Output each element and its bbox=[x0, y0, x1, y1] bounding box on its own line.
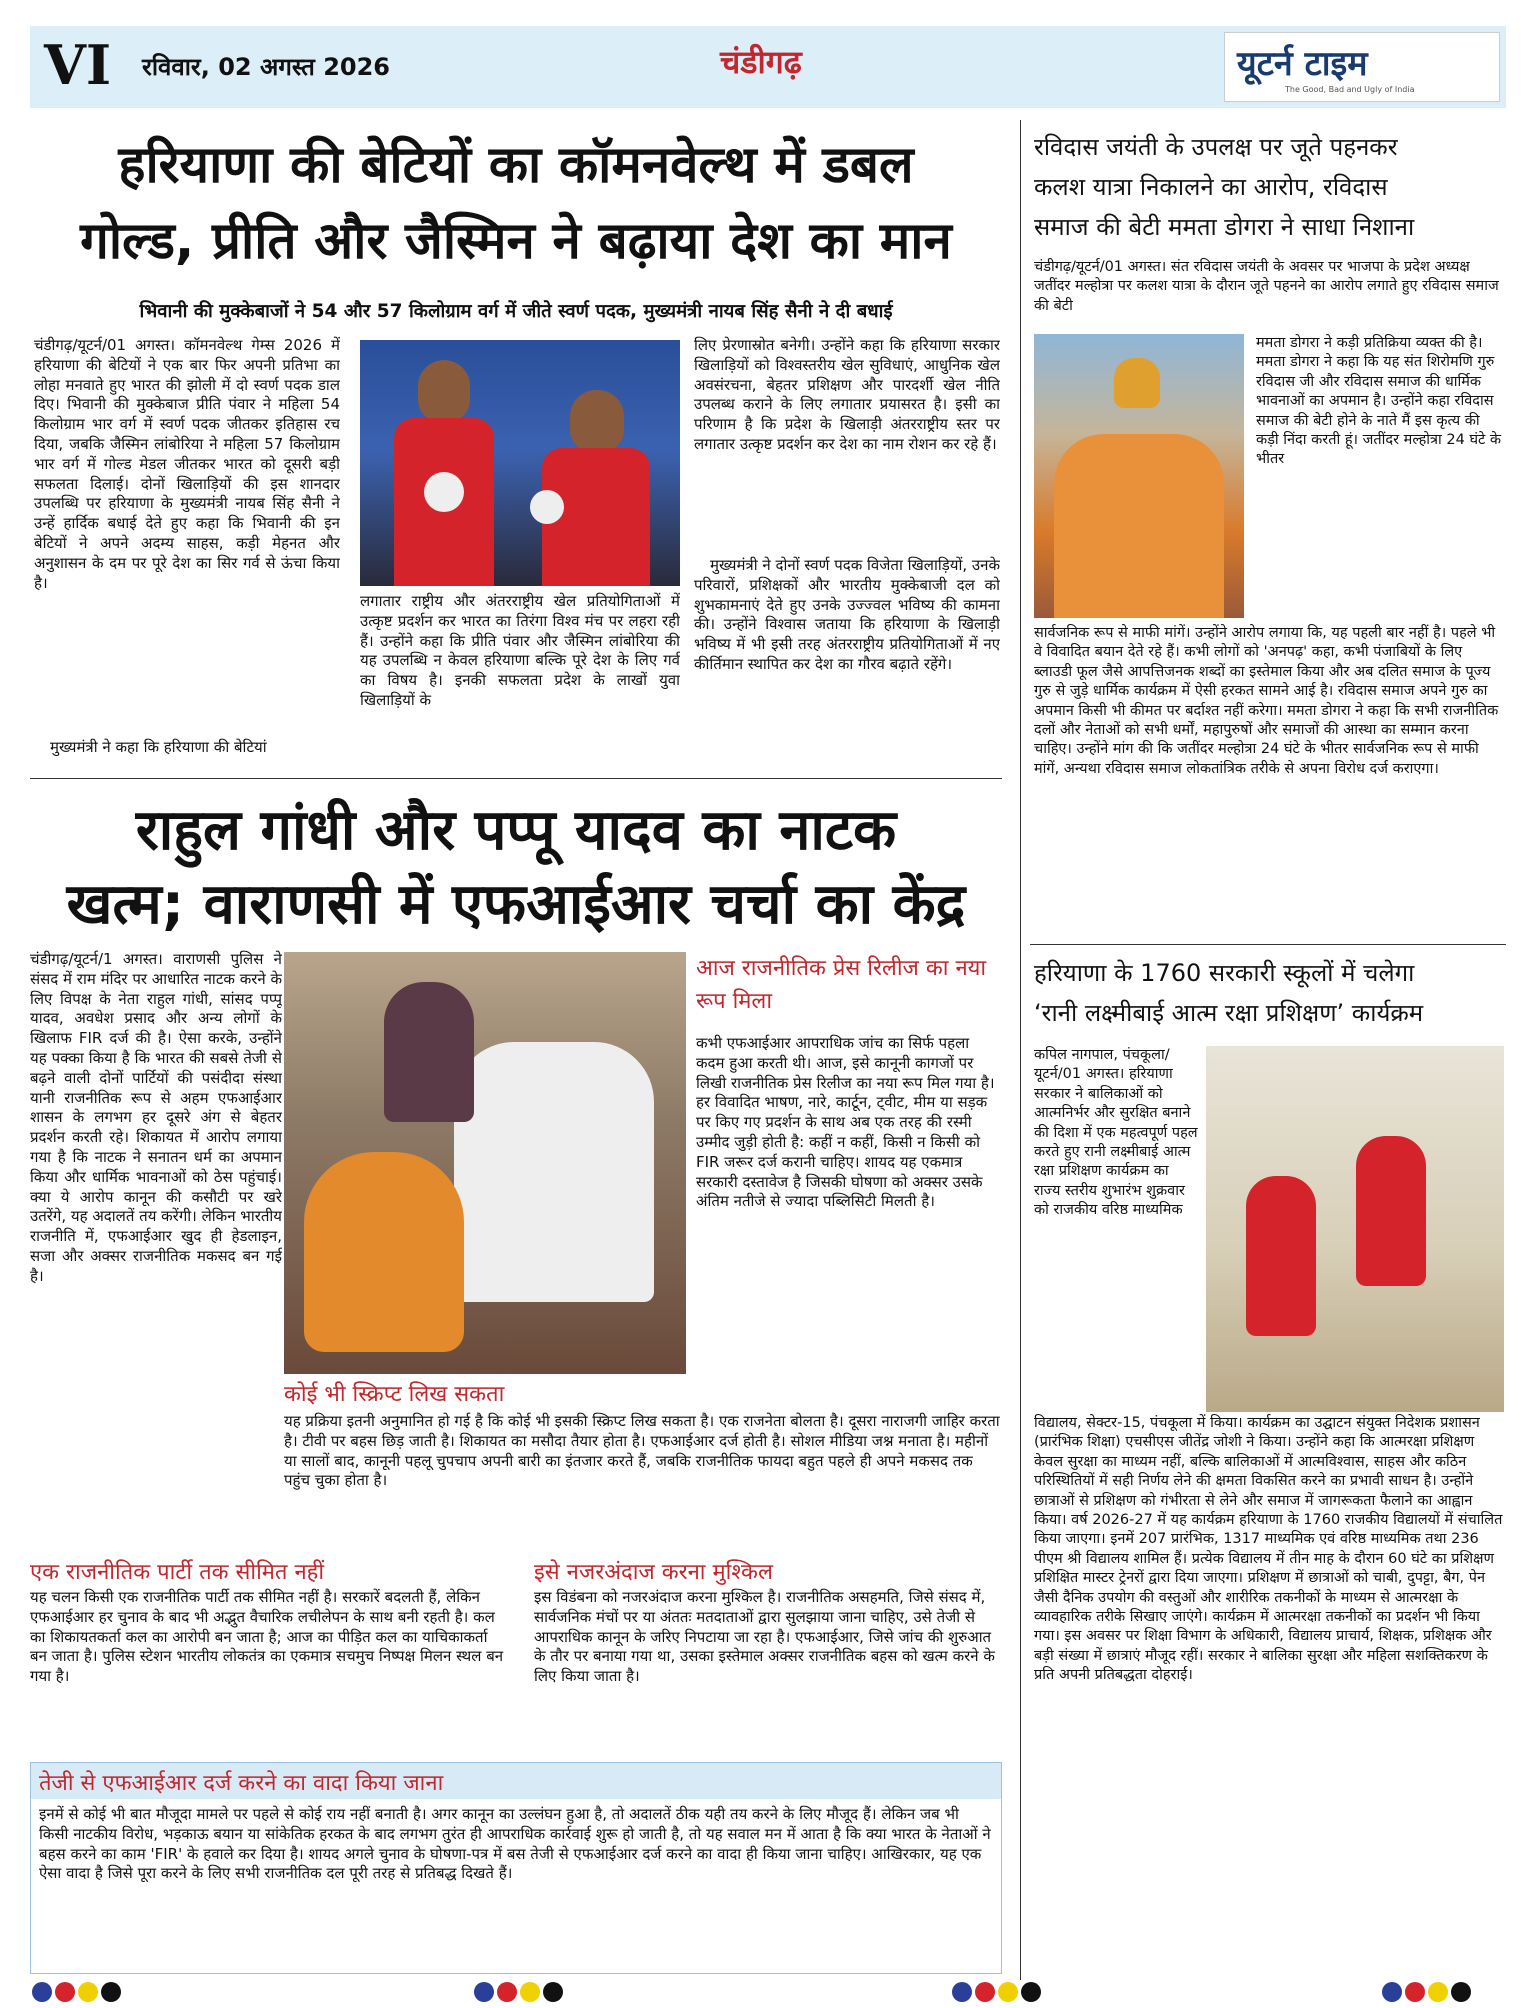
story2-sub3-text: यह चलन किसी एक राजनीतिक पार्टी तक सीमित नहीं है। सरकारें बदलती हैं, लेकिन एफआईआर हर चुनाव के बाद भी अद्भुत वैचारिक लचीलेपन के साथ बनी रहती है। कल का शिकायतकर्ता कल का आरोपी बन जाता है; आज का पीड़ित कल का याचिकाकर्ता बन जाता है। पुलिस स्टेशन भारतीय लोकतंत्र का एकमात्र सचमुच निष्पक्ष मिलन स्थल बन गया है। bbox=[30, 1588, 504, 1686]
self-defence-training-photo bbox=[1206, 1046, 1504, 1412]
story2-subhead1: आज राजनीतिक प्रेस रिलीज का नया रूप मिला bbox=[696, 956, 987, 1014]
story2-box-text: इनमें से कोई भी बात मौजूदा मामले पर पहले से कोई राय नहीं बनाती है। अगर कानून का उल्लंघन हुआ है, तो अदालतें ठीक यही तय करने के लिए मौजूद हैं। लेकिन जब भी किसी नाटकीय विरोध, भड़काऊ बयान या सांकेतिक हरकत के बाद लगभग तुरंत ही आपराधिक कार्रवाई शुरू हो जाती है, तो यह सवाल मन में आता है कि क्या भारत के नेताओं ने बहस करने का काम 'FIR' के हवाले कर दिया है। शायद अगले चुनाव के घोषणा-पत्र में बस तेजी से एफआईआर दर्ज करने का वादा ही किया जाना चाहिए। आखिरकार, यह एक ऐसा वादा है जिसे पूरा करने के लिए सभी राजनीतिक दल पूरी तरह से प्रतिबद्ध दिखते हैं। bbox=[39, 1805, 991, 1883]
story3-headline-line3: समाज की बेटी ममता डोगरा ने साधा निशाना bbox=[1034, 213, 1415, 241]
story3-text-top: चंडीगढ़/यूटर्न/01 अगस्त। संत रविदास जयंती के अवसर पर भाजपा के प्रदेश अध्यक्ष जतींदर मल्होत्रा पर कलश यात्रा के दौरान जूते पहनने का आरोप लगाते हुए रविदास समाज की बेटी bbox=[1034, 259, 1499, 314]
logo-text: यूटर्न टाइम bbox=[1237, 44, 1368, 84]
story2-headline-line1: राहुल गांधी और पप्पू यादव का नाटक bbox=[135, 798, 897, 863]
kalash-icon bbox=[1114, 358, 1160, 408]
story4-text-bottom: विद्यालय, सेक्टर-15, पंचकूला में किया। कार्यक्रम का उद्घाटन संयुक्त निदेशक प्रशासन (प्रारंभिक शिक्षा) एचसीएस जीतेंद्र जोशी ने किया। उन्होंने कहा कि आत्मरक्षा प्रशिक्षण केवल सुरक्षा का माध्यम नहीं, बल्कि बालिकाओं में आत्मविश्वास, साहस और कठिन परिस्थितियों में सही निर्णय लेने की क्षमता विकसित करने का प्रभावी साधन है। उन्होंने छात्राओं से प्रशिक्षण को गंभीरता से लेने और समाज में जागरूकता फैलाने का आह्वान किया। वर्ष 2026-27 में यह कार्यक्रम हरियाणा के 1760 राजकीय विद्यालयों में संचालित किया जाएगा। इनमें 207 प्रारंभिक, 1317 माध्यमिक एवं वरिष्ठ माध्यमिक तथा 236 पीएम श्री विद्यालय शामिल हैं। प्रत्येक विद्यालय में तीन माह के दौरान 60 घंटे का प्रशिक्षण प्रशिक्षित मास्टर ट्रेनरों द्वारा दिया जाएगा। प्रशिक्षण में छात्राओं को चाबी, दुपट्टा, बैग, पेन जैसी दैनिक उपयोग की वस्तुओं और शारीरिक तकनीकों के माध्यम से आत्मरक्षा के व्यावहारिक तरीके सिखाए जाएंगे। कार्यक्रम में आत्मरक्षा तकनीकों का प्रदर्शन भी किया गया। इस अवसर पर शिक्षा विभाग के अधिकारी, विद्यालय प्राचार्य, शिक्षक, प्रशिक्षक और बड़ी संख्या में छात्राएं मौजूद रहीं। सरकार ने बालिका सुरक्षा और महिला सशक्तिकरण के प्रति अपनी प्रतिबद्धता दोहराई। bbox=[1034, 1415, 1503, 1684]
story1-headline-line2: गोल्ड, प्रीति और जैस्मिन ने बढ़ाया देश का मान bbox=[80, 212, 952, 271]
story2-subhead2: कोई भी स्क्रिप्ट लिख सकता bbox=[284, 1382, 505, 1407]
vertical-divider bbox=[1020, 120, 1021, 1980]
story2-column1: चंडीगढ़/यूटर्न/1 अगस्त। वाराणसी पुलिस ने संसद में राम मंदिर पर आधारित नाटक करने के लिए विपक्ष के नेता राहुल गांधी, सांसद पप्पू यादव, अवधेश प्रसाद और अन्य लोगों के खिलाफ FIR दर्ज की है। ऐसा करके, उन्होंने यह पक्का किया है कि भारत की सबसे तेजी से बढ़ने वाली दोनों पार्टियों की पसंदीदा संस्था यानी राजनीतिक रूप से अहम एफआईआर शासन के लगभग हर दूसरे अंग से बेहतर प्रदर्शन करती रहे। शिकायत में आरोप लगाया गया है कि नाटक ने सनातन धर्म का अपमान किया और धार्मिक भावनाओं को ठेस पहुंचाई। क्या ये आरोप कानून की कसौटी पर खरे उतरेंगे, यह अदालतें तय करेंगी। लेकिन भारतीय राजनीति में, एफआईआर खुद ही हेडलाइन, सजा और अक्सर राजनीतिक मकसद बन गई है। bbox=[30, 950, 282, 1285]
procession-figures bbox=[1054, 434, 1224, 618]
story2-sub2-text: यह प्रक्रिया इतनी अनुमानित हो गई है कि कोई भी इसकी स्क्रिप्ट लिख सकता है। एक राजनेता बोलता है। दूसरा नाराजगी जाहिर करता है। टीवी पर बहस छिड़ जाती है। शिकायत का मसौदा तैयार होता है। एफआईआर दर्ज होती है। सोशल मीडिया जश्न मनाता है। महीनों या सालों बाद, कानूनी पहलू चुपचाप अपनी बारी का इंतजार करते हैं, जबकि राजनीतिक फायदा बहुत पहले ही अपने मकसद तक पहुंच चुका होता है। bbox=[284, 1412, 1000, 1490]
story2-sub1-text: कभी एफआईआर आपराधिक जांच का सिर्फ पहला कदम हुआ करती थी। आज, इसे कानूनी कागजों पर लिखी राजनीतिक प्रेस रिलीज का नया रूप मिल गया है। हर विवादित भाषण, नारे, कार्टून, ट्वीट, मीम या सड़क पर किए गए प्रदर्शन के साथ अब एक तरह की रस्मी उम्मीद जुड़ी होती है: कहीं न कहीं, किसी न किसी को FIR जरूर दर्ज करानी चाहिए। शायद यह एकमात्र सरकारी दस्तावेज है जिसकी घोषणा को अक्सर उसके अंतिम नतीजे से ज्यादा पब्लिसिटी मिलती है। bbox=[696, 1034, 995, 1211]
story1-column3: लिए प्रेरणास्रोत बनेगी। उन्होंने कहा कि हरियाणा सरकार खिलाड़ियों को विश्वस्तरीय खेल सुविधाएं, आधुनिक खेल अवसंरचना, बेहतर प्रशिक्षण और पारदर्शी खेल नीति उपलब्ध कराने के लिए लगातार प्रयासरत है। इसी का परिणाम है कि प्रदेश के खिलाड़ी अंतरराष्ट्रीय स्तर पर लगातार उत्कृष्ट प्रदर्शन कर देश का नाम रोशन कर रहे हैं। bbox=[694, 336, 1000, 453]
story1-deck: भिवानी की मुक्केबाजों ने 54 और 57 किलोग्राम वर्ग में जीते स्वर्ण पदक, मुख्यमंत्री नायब सिंह सैनी ने दी बधाई bbox=[139, 301, 893, 322]
story3-text-side: ममता डोगरा ने कड़ी प्रतिक्रिया व्यक्त की है। ममता डोगरा ने कहा कि यह संत शिरोमणि गुरु रविदास जी और रविदास समाज की धार्मिक भावनाओं का अपमान है। उन्होंने कहा रविदास समाज की बेटी होने के नाते मैं इस कृत्य की कड़ी निंदा करती हूं। जतींदर मल्होत्रा 24 घंटे के भीतर bbox=[1256, 335, 1502, 468]
page-number: VI bbox=[44, 33, 112, 97]
story4-headline-line2: ‘रानी लक्ष्मीबाई आत्म रक्षा प्रशिक्षण’ कार्यक्रम bbox=[1034, 999, 1424, 1027]
story2-headline-line2: खत्म; वाराणसी में एफआईआर चर्चा का केंद्र bbox=[66, 872, 966, 937]
protest-photo bbox=[284, 952, 686, 1374]
divider-story3 bbox=[1030, 944, 1506, 945]
story2-sub4-text: इस विडंबना को नजरअंदाज करना मुश्किल है। राजनीतिक असहमति, जिसे संसद में, सार्वजनिक मंचों पर या अंततः मतदाताओं द्वारा सुलझाया जाना चाहिए, उसे तेजी से आपराधिक कानून के जरिए निपटाया जा रहा है। एफआईआर, जिसे जांच की शुरुआत के तौर पर बनाया गया था, उसका इस्तेमाल अक्सर राजनीतिक बहस को खत्म करने के लिए किया जाता है। bbox=[534, 1588, 995, 1686]
defending-girl-figure bbox=[1246, 1176, 1316, 1336]
logo-tagline: The Good, Bad and Ugly of India bbox=[1285, 85, 1415, 94]
story1-column2: लगातार राष्ट्रीय और अंतरराष्ट्रीय खेल प्रतियोगिताओं में उत्कृष्ट प्रदर्शन कर भारत का तिरंगा विश्व मंच पर लहरा रही हैं। उन्होंने कहा कि प्रीति पंवार और जैस्मिन लांबोरिया की यह उपलब्धि न केवल हरियाणा बल्कि पूरे देश के लिए गर्व का विषय है। इनकी सफलता प्रदेश के लाखों युवा खिलाड़ियों के bbox=[360, 592, 680, 709]
kalash-yatra-photo bbox=[1034, 334, 1244, 618]
story3-headline-line2: कलश यात्रा निकालने का आरोप, रविदास bbox=[1034, 173, 1388, 201]
story1-column1-continued: मुख्यमंत्री ने कहा कि हरियाणा की बेटियां bbox=[50, 738, 267, 756]
story3-headline-line1: रविदास जयंती के उपलक्ष पर जूते पहनकर bbox=[1034, 133, 1398, 161]
seated-saffron-figure bbox=[304, 1152, 464, 1352]
story2-subhead4: इसे नजरअंदाज करना मुश्किल bbox=[534, 1560, 773, 1585]
city-name: चंडीगढ़ bbox=[720, 43, 802, 81]
story1-column1: चंडीगढ़/यूटर्न/01 अगस्त। कॉमनवेल्थ गेम्स 2026 में हरियाणा की बेटियों ने एक बार फिर अपनी प्रतिभा का लोहा मनवाते हुए भारत की झोली में दो स्वर्ण पदक डाल दिए। भिवानी की मुक्केबाज प्रीति पंवार ने महिला 54 किलोग्राम भार वर्ग में स्वर्ण पदक जीतकर इतिहास रच दिया, जबकि जैस्मिन लांबोरिया ने महिला 57 किलोग्राम भार वर्ग में गोल्ड मेडल जीतकर भारत को दूसरी बड़ी सफलता दिलाई। दोनों खिलाड़ियों की इस शानदार उपलब्धि पर हरियाणा के मुख्यमंत्री नायब सिंह सैनी ने उन्हें हार्दिक बधाई देते हुए कहा कि भिवानी की इन बेटियों ने अपने अदम्य साहस, कड़ी मेहनत और अनुशासन के दम पर पूरे देश का सिर गर्व से ऊंचा किया है। bbox=[34, 336, 340, 592]
newspaper-logo bbox=[1224, 32, 1500, 102]
registration-dots-center bbox=[474, 1982, 594, 2004]
story1-column3-continued: मुख्यमंत्री ने दोनों स्वर्ण पदक विजेता खिलाड़ियों, उनके परिवारों, प्रशिक्षकों और भारतीय मुक्केबाजी दल को शुभकामनाएं देते हुए उनके उज्ज्वल भविष्य की कामना की। उन्होंने विश्वास जताया कि हरियाणा के खिलाड़ी भविष्य में भी इसी तरह अंतरराष्ट्रीय प्रतियोगिताओं में नए कीर्तिमान स्थापित कर देश का गौरव बढ़ाते रहेंगे। bbox=[694, 556, 1000, 673]
story1-headline-line1: हरियाणा की बेटियों का कॉमनवेल्थ में डबल bbox=[118, 136, 914, 195]
kicking-girl-figure bbox=[1356, 1136, 1426, 1286]
story4-text-side: कपिल नागपाल, पंचकूला/यूटर्न/01 अगस्त। हरियाणा सरकार ने बालिकाओं को आत्मनिर्भर और सुरक्षित बनाने की दिशा में एक महत्वपूर्ण पहल करते हुए रानी लक्ष्मीबाई आत्म रक्षा प्रशिक्षण कार्यक्रम का राज्य स्तरीय शुभारंभ शुक्रवार को राजकीय वरिष्ठ माध्यमिक bbox=[1034, 1047, 1198, 1219]
boxers-photo bbox=[360, 340, 680, 586]
man-in-white-figure bbox=[454, 1042, 654, 1302]
story2-box-title: तेजी से एफआईआर दर्ज करने का वादा किया जाना bbox=[39, 1771, 444, 1796]
registration-dots-right1 bbox=[952, 1982, 1072, 2004]
registration-dots-left bbox=[32, 1982, 152, 2004]
page-date: रविवार, 02 अगस्त 2026 bbox=[142, 53, 390, 81]
registration-dots-right2 bbox=[1382, 1982, 1502, 2004]
masthead bbox=[30, 26, 1506, 108]
story3-text-bottom: सार्वजनिक रूप से माफी मांगें। उन्होंने आरोप लगाया कि, यह पहली बार नहीं है। पहले भी वे विवादित बयान देते रहे हैं। कभी लोगों को 'अनपढ़' कहा, कभी पंजाबियों के लिए ब्लाउडी फूल जैसे आपत्तिजनक शब्दों का इस्तेमाल किया और अब दलित समाज के पूज्य गुरु से जुड़े धार्मिक कार्यक्रम में ऐसी हरकत सामने आई है। रविदास समाज अपने गुरु का अपमान किसी भी कीमत पर बर्दाश्त नहीं करेगा। ममता डोगरा ने कहा कि सभी राजनीतिक दलों और नेताओं को सभी धर्मों, महापुरुषों और समाजों की आस्था का सम्मान करना चाहिए। उन्होंने मांग की कि जतींदर मल्होत्रा 24 घंटे के भीतर सार्वजनिक रूप से माफी मांगें, अन्यथा रविदास समाज लोकतांत्रिक तरीके से अपना विरोध दर्ज कराएगा। bbox=[1034, 625, 1499, 777]
boxer-right-figure bbox=[530, 390, 660, 586]
story4-headline-line1: हरियाणा के 1760 सरकारी स्कूलों में चलेगा bbox=[1034, 959, 1415, 987]
vested-man-figure bbox=[384, 982, 474, 1122]
story2-box bbox=[30, 1762, 1002, 1974]
boxer-left-figure bbox=[384, 360, 504, 586]
story2-subhead3: एक राजनीतिक पार्टी तक सीमित नहीं bbox=[30, 1560, 325, 1585]
divider-story1 bbox=[30, 778, 1002, 779]
